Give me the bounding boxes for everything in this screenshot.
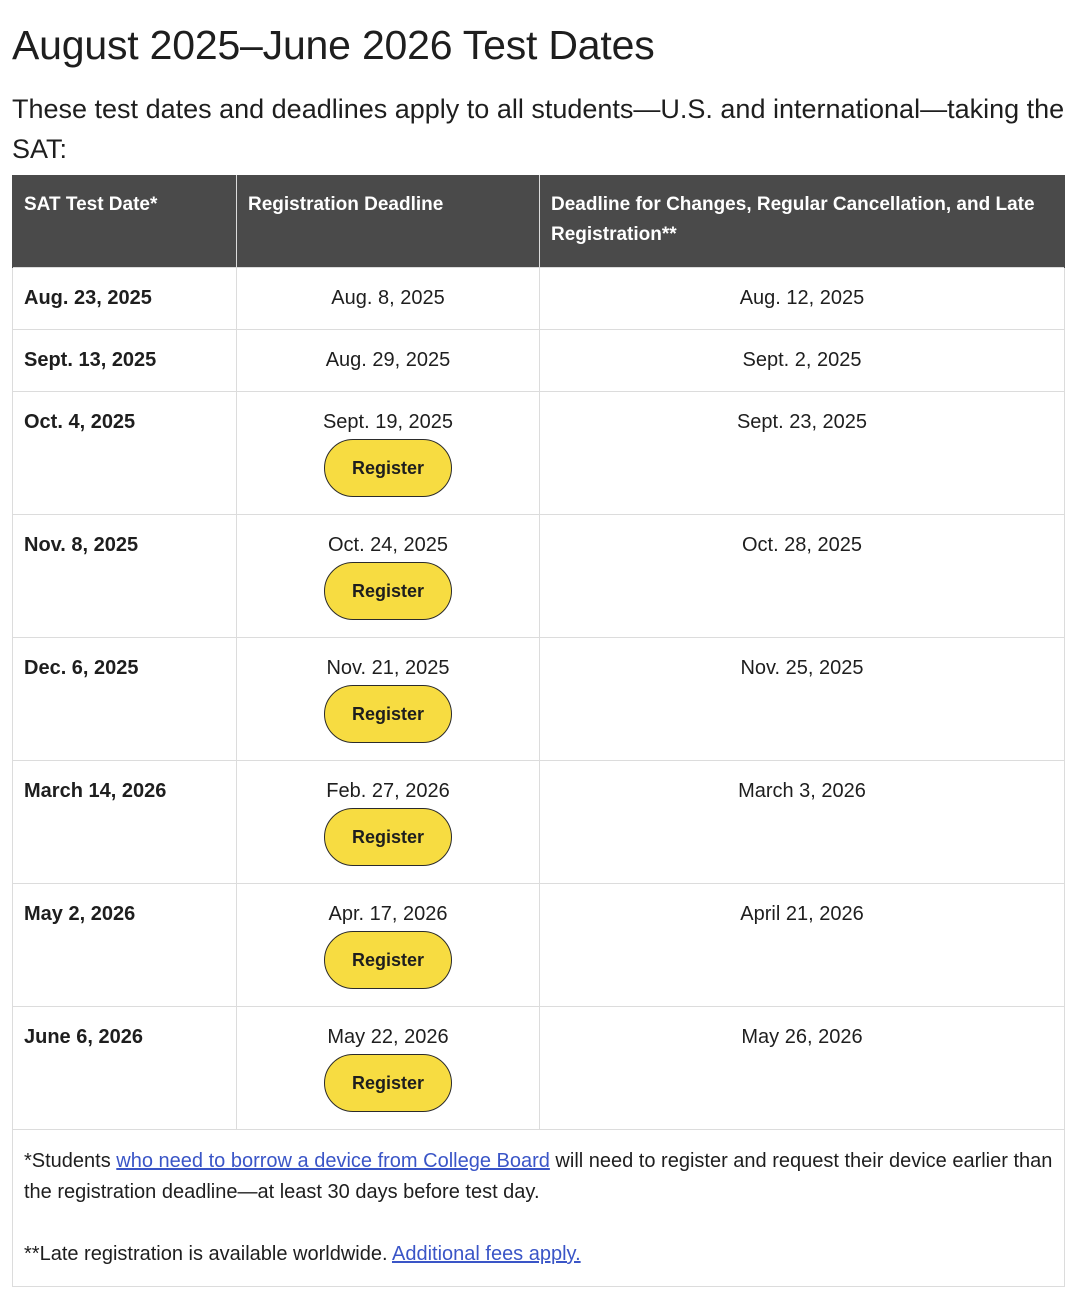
register-button[interactable]: Register	[324, 439, 452, 497]
table-row	[13, 330, 1065, 392]
table-row	[13, 884, 1065, 1007]
registration-deadline-cell	[237, 515, 540, 638]
footnote-device	[24, 1146, 1053, 1208]
page-title: August 2025–June 2026 Test Dates	[12, 22, 655, 68]
changes-deadline: Sept. 23, 2025	[540, 392, 1065, 515]
register-button[interactable]: Register	[324, 808, 452, 866]
intro-text: These test dates and deadlines apply to all students—U.S. and international—taking the SAT:	[12, 94, 1065, 164]
test-date: Sept. 13, 2025	[13, 330, 237, 392]
changes-deadline: May 26, 2026	[540, 1007, 1065, 1130]
footnotes	[13, 1130, 1065, 1287]
table-row	[13, 638, 1065, 761]
table-row	[13, 268, 1065, 330]
borrow-device-link[interactable]: who need to borrow a device from College Board	[116, 1150, 550, 1172]
registration-deadline-cell	[237, 761, 540, 884]
register-button[interactable]: Register	[324, 562, 452, 620]
test-date: Aug. 23, 2025	[13, 268, 237, 330]
test-date: March 14, 2026	[13, 761, 237, 884]
header-registration-deadline: Registration Deadline	[237, 175, 540, 268]
table-row	[13, 1007, 1065, 1130]
table-row	[13, 392, 1065, 515]
registration-deadline-cell	[237, 1007, 540, 1130]
table-row	[13, 515, 1065, 638]
register-button[interactable]: Register	[324, 1054, 452, 1112]
test-date: Oct. 4, 2025	[13, 392, 237, 515]
register-button[interactable]: Register	[324, 931, 452, 989]
registration-deadline: Oct. 24, 2025	[327, 534, 449, 556]
registration-deadline: Nov. 21, 2025	[326, 657, 450, 679]
registration-deadline: Feb. 27, 2026	[326, 780, 450, 802]
changes-deadline: Sept. 2, 2025	[540, 330, 1065, 392]
changes-deadline: March 3, 2026	[540, 761, 1065, 884]
test-date: May 2, 2026	[13, 884, 237, 1007]
footnote-late-registration	[24, 1239, 1053, 1270]
test-dates-table	[12, 175, 1065, 1287]
footnotes-row	[13, 1130, 1065, 1287]
changes-deadline: Aug. 12, 2025	[540, 268, 1065, 330]
registration-deadline: Aug. 8, 2025	[331, 287, 445, 309]
test-date: Nov. 8, 2025	[13, 515, 237, 638]
registration-deadline-cell	[237, 884, 540, 1007]
footnote-late-prefix: **Late registration is available worldwide.	[24, 1243, 392, 1265]
test-date: Dec. 6, 2025	[13, 638, 237, 761]
registration-deadline: Aug. 29, 2025	[325, 349, 451, 371]
test-date: June 6, 2026	[13, 1007, 237, 1130]
changes-deadline: April 21, 2026	[540, 884, 1065, 1007]
header-changes-deadline: Deadline for Changes, Regular Cancellation, and Late Registration**	[540, 175, 1065, 268]
changes-deadline: Nov. 25, 2025	[540, 638, 1065, 761]
registration-deadline-cell	[237, 268, 540, 330]
registration-deadline-cell	[237, 392, 540, 515]
registration-deadline: Apr. 17, 2026	[328, 903, 448, 925]
registration-deadline-cell	[237, 638, 540, 761]
table-row	[13, 761, 1065, 884]
footnote-device-suffix: will need to register and request their device earlier than the registration deadline—at least 30 days before test day.	[24, 1150, 1053, 1203]
table-header-row	[13, 175, 1065, 268]
registration-deadline: May 22, 2026	[327, 1026, 449, 1048]
changes-deadline: Oct. 28, 2025	[540, 515, 1065, 638]
footnote-device-prefix: *Students	[24, 1150, 117, 1172]
registration-deadline: Sept. 19, 2025	[322, 411, 454, 433]
header-test-date: SAT Test Date*	[13, 175, 237, 268]
additional-fees-link[interactable]: Additional fees apply.	[391, 1243, 581, 1265]
registration-deadline-cell	[237, 330, 540, 392]
register-button[interactable]: Register	[324, 685, 452, 743]
